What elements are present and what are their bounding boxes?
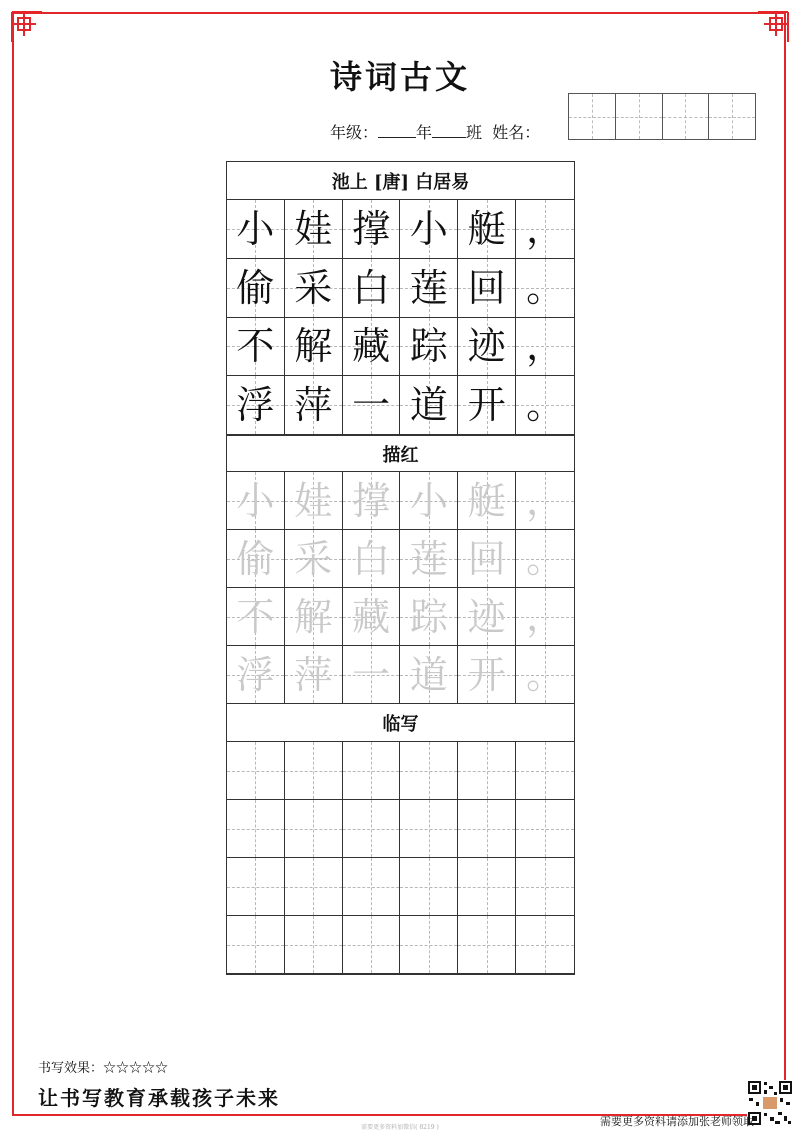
name-cell[interactable]	[569, 94, 616, 139]
character-cell	[458, 259, 516, 318]
tiny-footer-note: 需要更多资料加微信( 8219 )	[361, 1124, 439, 1131]
character-cell	[285, 646, 343, 704]
corner-ornament-top-right	[756, 10, 790, 44]
blank-writing-cell[interactable]	[516, 742, 574, 800]
character-cell	[343, 318, 401, 377]
character: 回	[467, 536, 506, 581]
character-cell	[400, 588, 458, 646]
copy-section-title: 临写	[227, 704, 574, 742]
character-cell	[458, 200, 516, 259]
blank-writing-cell[interactable]	[343, 916, 401, 974]
name-label: 姓名：	[492, 123, 541, 142]
rating-label: 书写效果：☆☆☆☆☆	[38, 1061, 169, 1076]
character-cell	[516, 318, 574, 377]
student-info-line	[330, 120, 540, 143]
grade-label: 年级：	[330, 123, 379, 142]
character-cell	[400, 259, 458, 318]
character: 回	[467, 265, 506, 310]
character: 撑	[352, 478, 391, 523]
character: 白	[352, 536, 391, 581]
character: 一	[352, 652, 391, 697]
character-cell	[343, 259, 401, 318]
character: 开	[467, 652, 506, 697]
corner-ornament-top-left	[10, 10, 44, 44]
blank-writing-cell[interactable]	[400, 800, 458, 858]
character: 偷	[236, 265, 275, 310]
character: 道	[409, 383, 448, 428]
character: 娃	[294, 206, 333, 251]
character: 不	[236, 594, 275, 639]
trace-section-title: 描红	[227, 435, 574, 472]
character: 藏	[352, 324, 391, 369]
blank-writing-cell[interactable]	[400, 916, 458, 974]
character-cell	[516, 200, 574, 259]
blank-writing-cell[interactable]	[285, 742, 343, 800]
character: 开	[467, 383, 506, 428]
blank-writing-cell[interactable]	[285, 858, 343, 916]
blank-writing-cell[interactable]	[458, 916, 516, 974]
character: 艇	[467, 206, 506, 251]
blank-writing-cell[interactable]	[227, 800, 285, 858]
blank-writing-cell[interactable]	[343, 858, 401, 916]
character: 娃	[294, 478, 333, 523]
character-cell	[516, 530, 574, 588]
character-cell	[227, 646, 285, 704]
character-cell	[343, 588, 401, 646]
character: 小	[409, 206, 448, 251]
character: 莲	[409, 265, 448, 310]
character: 踪	[409, 324, 448, 369]
character-cell	[227, 318, 285, 377]
blank-writing-cell[interactable]	[343, 800, 401, 858]
character: 浮	[236, 383, 275, 428]
writing-sheet	[226, 161, 575, 975]
character-cell	[400, 472, 458, 530]
class-blank[interactable]	[432, 123, 466, 138]
character: 艇	[467, 478, 506, 523]
name-cell[interactable]	[616, 94, 663, 139]
character-cell	[285, 200, 343, 259]
character: 一	[352, 383, 391, 428]
year-char: 年	[416, 123, 433, 142]
character-cell	[516, 588, 574, 646]
character: 藏	[352, 594, 391, 639]
character-cell	[343, 646, 401, 704]
character: ，	[526, 206, 565, 251]
character-cell	[516, 376, 574, 435]
character: 踪	[409, 594, 448, 639]
grade-blank[interactable]	[378, 123, 416, 138]
character: 迹	[467, 594, 506, 639]
character: ，	[526, 478, 565, 523]
blank-writing-cell[interactable]	[285, 800, 343, 858]
character-cell	[400, 376, 458, 435]
character-cell	[458, 530, 516, 588]
character-cell	[285, 530, 343, 588]
character-cell	[458, 318, 516, 377]
character-cell	[285, 472, 343, 530]
blank-writing-cell[interactable]	[458, 742, 516, 800]
blank-writing-cell[interactable]	[516, 858, 574, 916]
blank-writing-cell[interactable]	[343, 742, 401, 800]
name-cell[interactable]	[709, 94, 755, 139]
contact-note: 需要更多资料请添加张老师领取	[600, 1115, 754, 1128]
character: 迹	[467, 324, 506, 369]
character: 不	[236, 324, 275, 369]
character: 浮	[236, 652, 275, 697]
blank-writing-cell[interactable]	[400, 742, 458, 800]
blank-writing-cell[interactable]	[227, 858, 285, 916]
character-cell	[285, 318, 343, 377]
character: 。	[526, 536, 565, 581]
blank-writing-cell[interactable]	[227, 916, 285, 974]
character-cell	[227, 376, 285, 435]
poem-heading: 池上 [唐] 白居易	[227, 162, 574, 200]
character-cell	[227, 259, 285, 318]
character-cell	[227, 530, 285, 588]
character-cell	[285, 259, 343, 318]
blank-writing-cell[interactable]	[516, 800, 574, 858]
copy-grid[interactable]	[227, 742, 574, 974]
character: 采	[294, 536, 333, 581]
blank-writing-cell[interactable]	[516, 916, 574, 974]
blank-writing-cell[interactable]	[400, 858, 458, 916]
character: 萍	[294, 383, 333, 428]
character: ，	[526, 324, 565, 369]
character-cell	[343, 376, 401, 435]
character: 小	[409, 478, 448, 523]
class-char: 班	[466, 123, 483, 142]
character: 采	[294, 265, 333, 310]
character: ，	[526, 594, 565, 639]
character: 萍	[294, 652, 333, 697]
character-cell	[458, 472, 516, 530]
character: 撑	[352, 206, 391, 251]
name-cell[interactable]	[663, 94, 710, 139]
character: 。	[526, 652, 565, 697]
character: 白	[352, 265, 391, 310]
character-cell	[285, 376, 343, 435]
poem-grid	[227, 200, 574, 435]
character-cell	[400, 318, 458, 377]
blank-writing-cell[interactable]	[285, 916, 343, 974]
character-cell	[227, 472, 285, 530]
character-cell	[516, 472, 574, 530]
character: 偷	[236, 536, 275, 581]
character-cell	[343, 472, 401, 530]
character-cell	[227, 200, 285, 259]
character-cell	[227, 588, 285, 646]
blank-writing-cell[interactable]	[227, 742, 285, 800]
character-cell	[400, 530, 458, 588]
blank-writing-cell[interactable]	[458, 800, 516, 858]
character: 。	[526, 265, 565, 310]
character-cell	[458, 646, 516, 704]
character: 解	[294, 594, 333, 639]
character-cell	[516, 259, 574, 318]
character: 小	[236, 206, 275, 251]
character: 小	[236, 478, 275, 523]
character: 。	[526, 383, 565, 428]
trace-grid	[227, 472, 574, 704]
name-box[interactable]	[568, 93, 756, 140]
page-title: 诗词古文	[329, 58, 470, 96]
character-cell	[516, 646, 574, 704]
character-cell	[458, 376, 516, 435]
character: 莲	[409, 536, 448, 581]
character-cell	[343, 530, 401, 588]
character-cell	[458, 588, 516, 646]
character: 解	[294, 324, 333, 369]
character-cell	[400, 646, 458, 704]
slogan: 让书写教育承载孩子未来	[38, 1086, 280, 1110]
character-cell	[285, 588, 343, 646]
blank-writing-cell[interactable]	[458, 858, 516, 916]
character: 道	[409, 652, 448, 697]
character-cell	[400, 200, 458, 259]
character-cell	[343, 200, 401, 259]
